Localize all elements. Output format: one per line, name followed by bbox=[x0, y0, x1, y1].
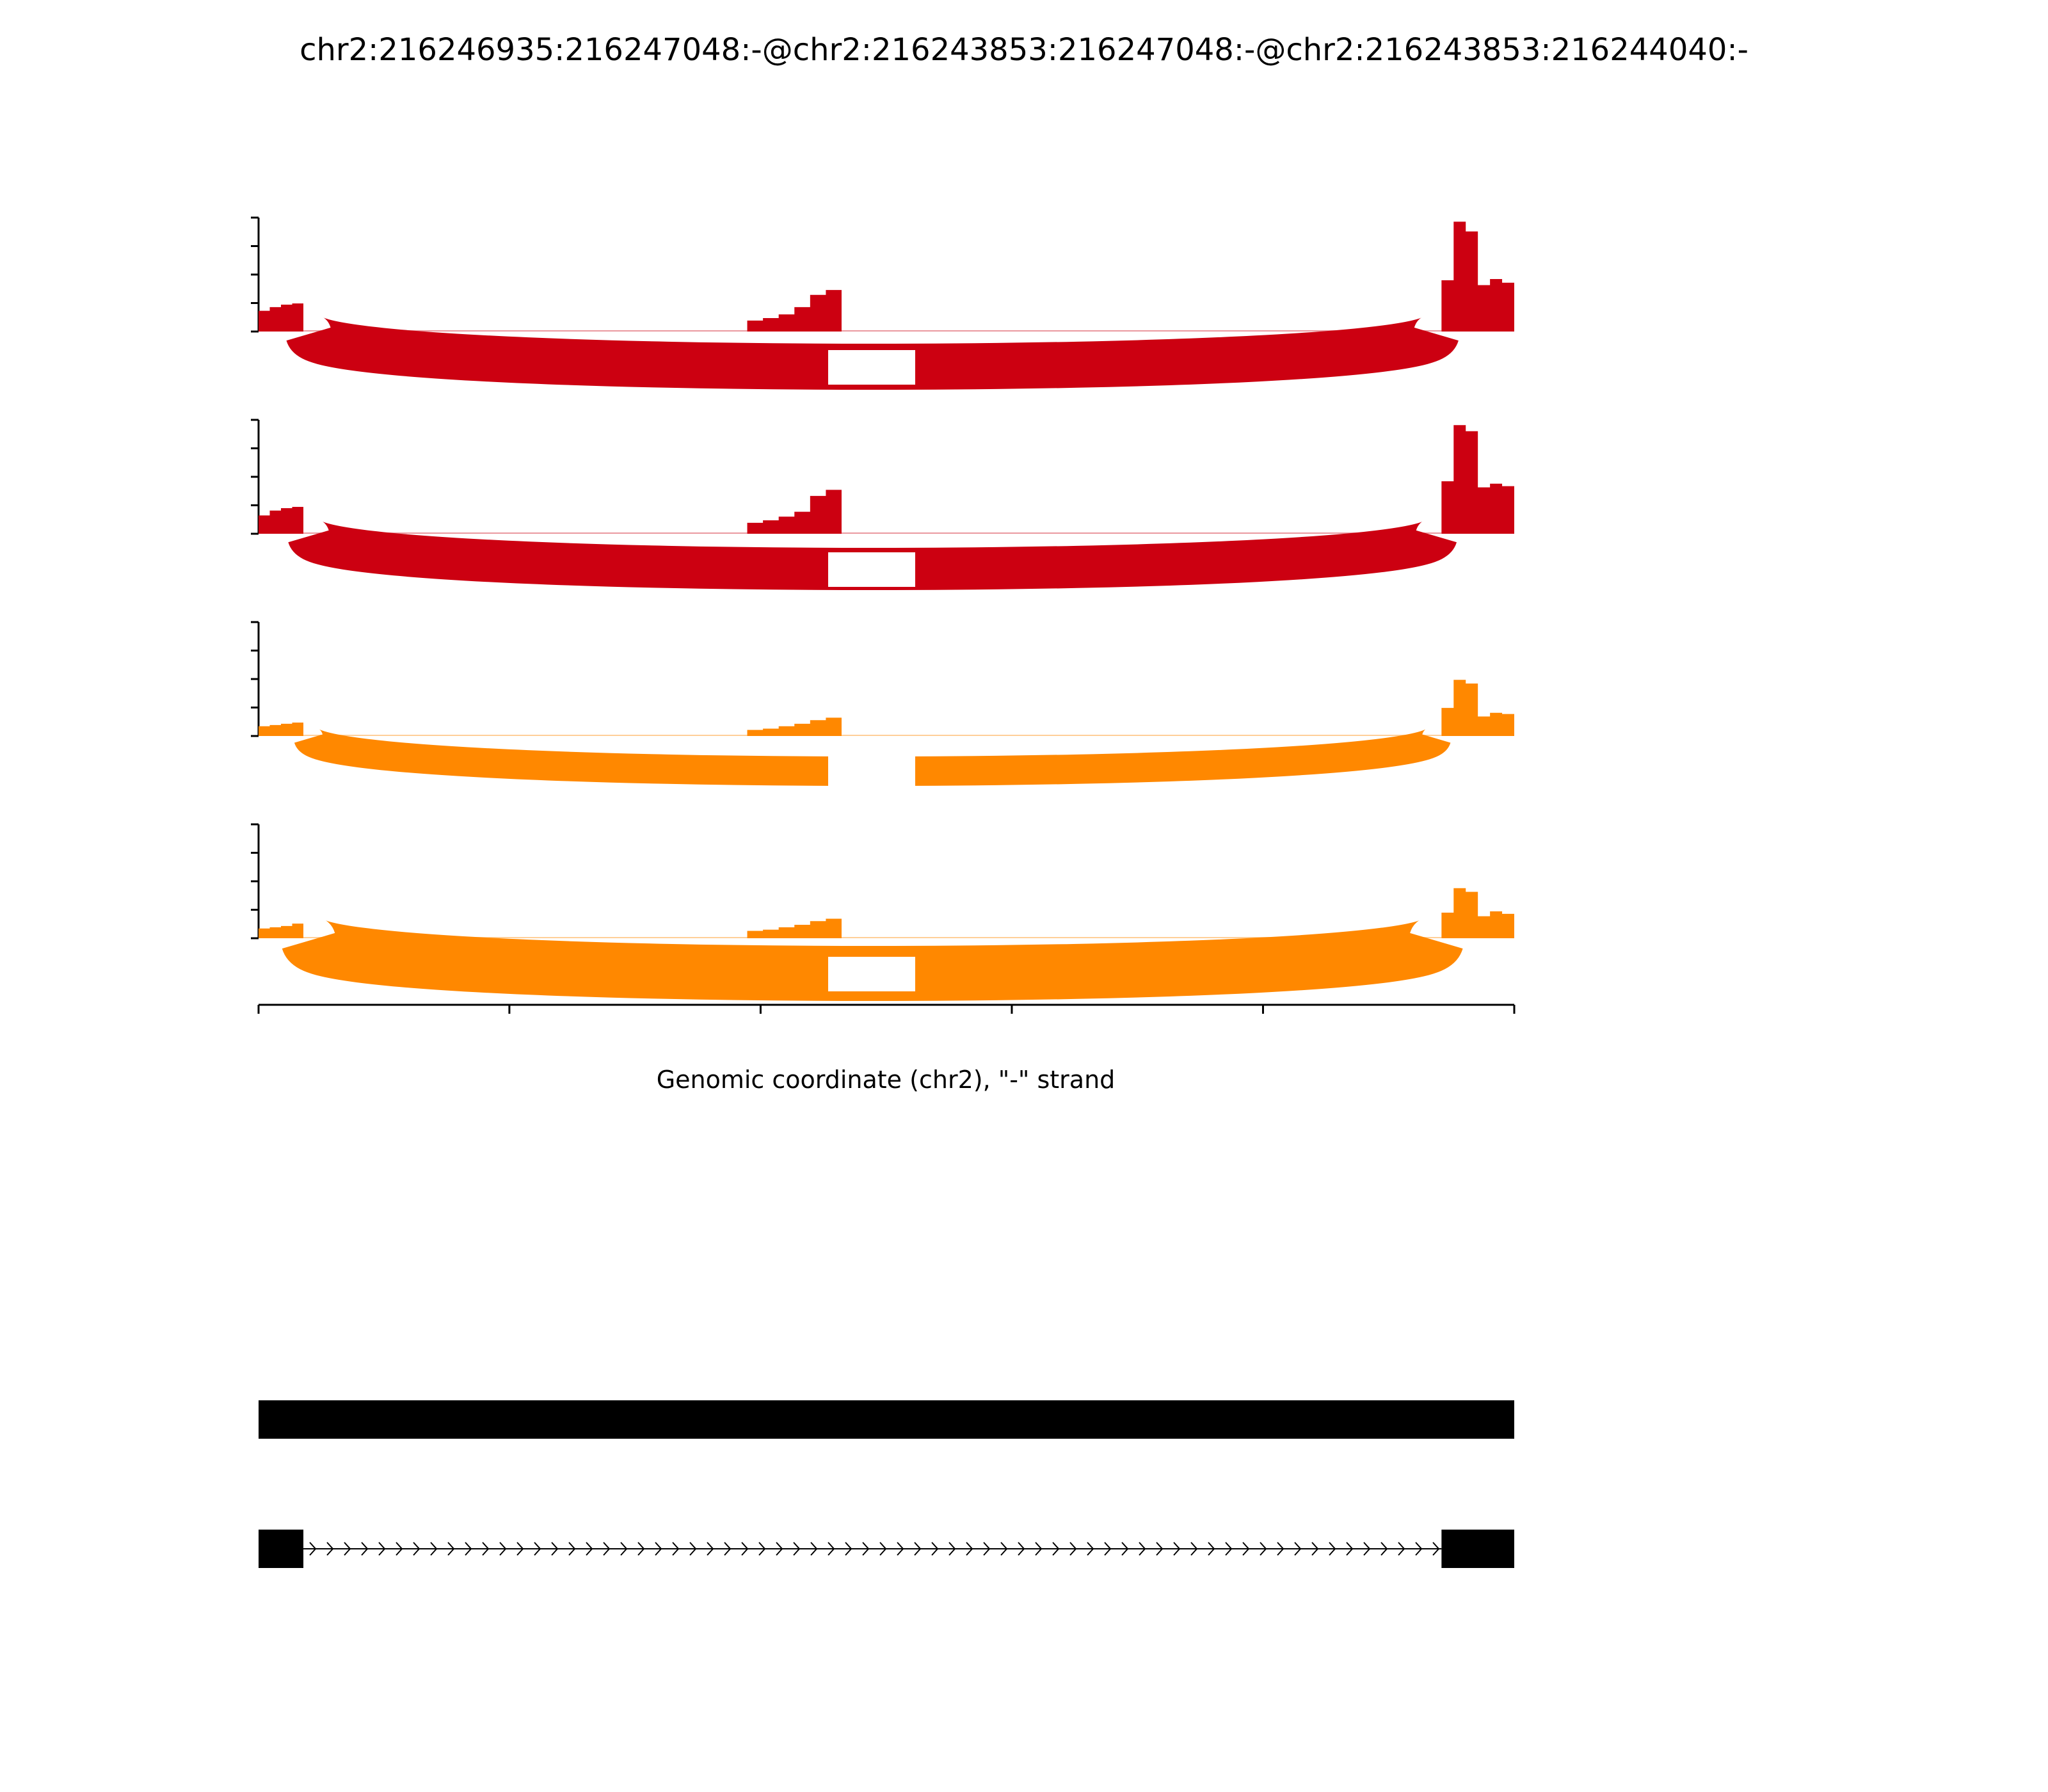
x-axis bbox=[259, 1005, 1514, 1014]
x-axis-label: Genomic coordinate (chr2), "-" strand bbox=[656, 1066, 1116, 1094]
isoform-track bbox=[259, 1400, 1514, 1439]
coverage-area bbox=[1441, 888, 1514, 938]
exon-block bbox=[259, 1530, 303, 1568]
coverage-area bbox=[259, 924, 303, 938]
coverage-area bbox=[259, 303, 303, 332]
junction-label-box bbox=[828, 957, 915, 991]
panel bbox=[251, 420, 1514, 587]
panel bbox=[251, 218, 1514, 385]
gene-model bbox=[259, 1400, 1514, 1568]
coverage-area bbox=[1441, 425, 1514, 534]
figure-title: chr2:216246935:216247048:-@chr2:216243853:216247048:-@chr2:216243853:216244040:- bbox=[300, 32, 1748, 68]
panel bbox=[251, 824, 1514, 991]
junction-label-box bbox=[828, 755, 915, 789]
coverage-area bbox=[259, 723, 303, 736]
exon-block bbox=[259, 1400, 1514, 1439]
coverage-area bbox=[748, 490, 842, 534]
coverage-area bbox=[1441, 221, 1514, 332]
isoform-track bbox=[259, 1530, 1514, 1568]
panel bbox=[251, 622, 1514, 789]
exon-block bbox=[1441, 1530, 1514, 1568]
junction-label-box bbox=[828, 552, 915, 587]
coverage-area bbox=[1441, 680, 1514, 736]
coverage-area bbox=[748, 918, 842, 938]
coverage-area bbox=[259, 507, 303, 534]
coverage-area bbox=[748, 290, 842, 332]
coverage-area bbox=[748, 717, 842, 736]
junction-label-box bbox=[828, 350, 915, 385]
coverage-panels bbox=[251, 218, 1514, 991]
